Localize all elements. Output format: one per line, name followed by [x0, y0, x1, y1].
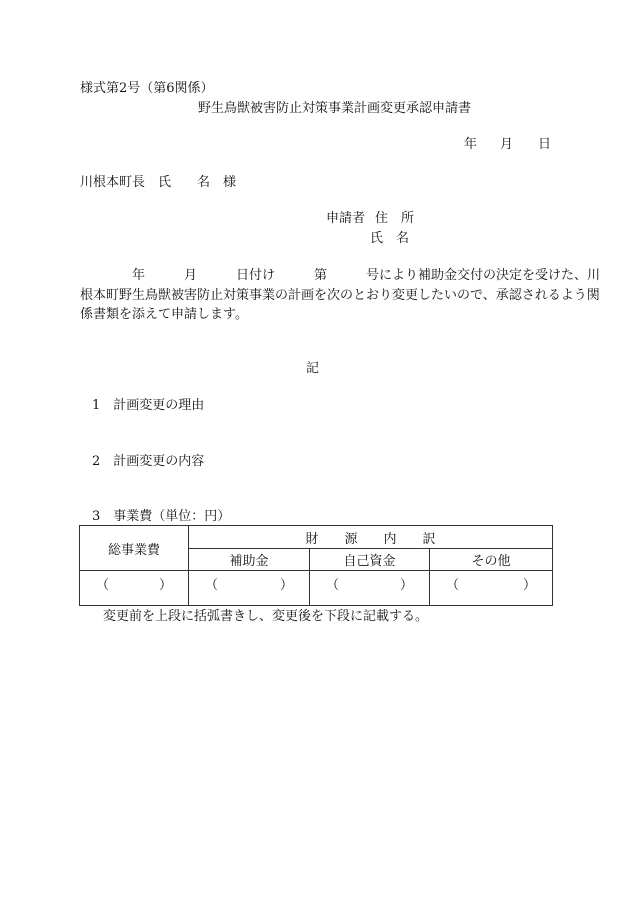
- total-cost-cell[interactable]: [80, 571, 189, 606]
- paren-close: ）: [158, 578, 172, 593]
- applicant-address-label: 住 所: [375, 211, 415, 226]
- body-line-3: 係書類を添えて申請します。: [80, 307, 248, 322]
- application-body: [80, 266, 601, 325]
- paren-open: （: [446, 578, 460, 593]
- subsidy-cell[interactable]: [189, 571, 310, 606]
- applicant-name-line: [370, 231, 409, 247]
- own-funds-header: 自己資金: [310, 549, 430, 571]
- applicant-name-label: 氏 名: [370, 231, 410, 246]
- body-line-1: 年 月 日付け 第 号により補助金交付の決定を受けた、川: [80, 268, 601, 283]
- form-number: 様式第2号（第6関係）: [80, 81, 214, 96]
- other-header: その他: [430, 549, 553, 571]
- date-month-label: 月: [500, 137, 514, 152]
- subsidy-header: 補助金: [189, 549, 310, 571]
- other-cell[interactable]: [430, 571, 553, 606]
- cost-table: [79, 525, 553, 606]
- item-change-content: 2 計画変更の内容: [92, 454, 205, 469]
- paren-close: ）: [399, 578, 413, 593]
- applicant-label: 申請者: [326, 211, 366, 226]
- table-note: 変更前を上段に括弧書きし、変更後を下段に記載する。: [103, 609, 429, 624]
- funding-breakdown-header: 財 源 内 訳: [189, 526, 553, 549]
- item-project-cost: 3 事業費（単位：円）: [92, 509, 231, 524]
- document-title: 野生鳥獣被害防止対策事業計画変更承認申請書: [198, 101, 472, 116]
- applicant-address-line: [326, 211, 414, 227]
- paren-open: （: [96, 578, 110, 593]
- paren-close: ）: [279, 578, 293, 593]
- date-year-label: 年: [464, 137, 478, 152]
- own-funds-cell[interactable]: [310, 571, 430, 606]
- date-day-label: 日: [538, 137, 552, 152]
- total-cost-header: 総事業費: [80, 526, 189, 571]
- ki-heading: 記: [306, 361, 320, 376]
- paren-open: （: [205, 578, 219, 593]
- addressee: 川根本町長 氏 名 様: [80, 175, 237, 190]
- paren-open: （: [326, 578, 340, 593]
- date-line: [464, 137, 551, 153]
- paren-close: ）: [522, 578, 536, 593]
- item-change-reason: 1 計画変更の理由: [92, 398, 205, 413]
- body-line-2: 根本町野生鳥獣被害防止対策事業の計画を次のとおり変更したいので、承認されるよう関: [80, 287, 600, 303]
